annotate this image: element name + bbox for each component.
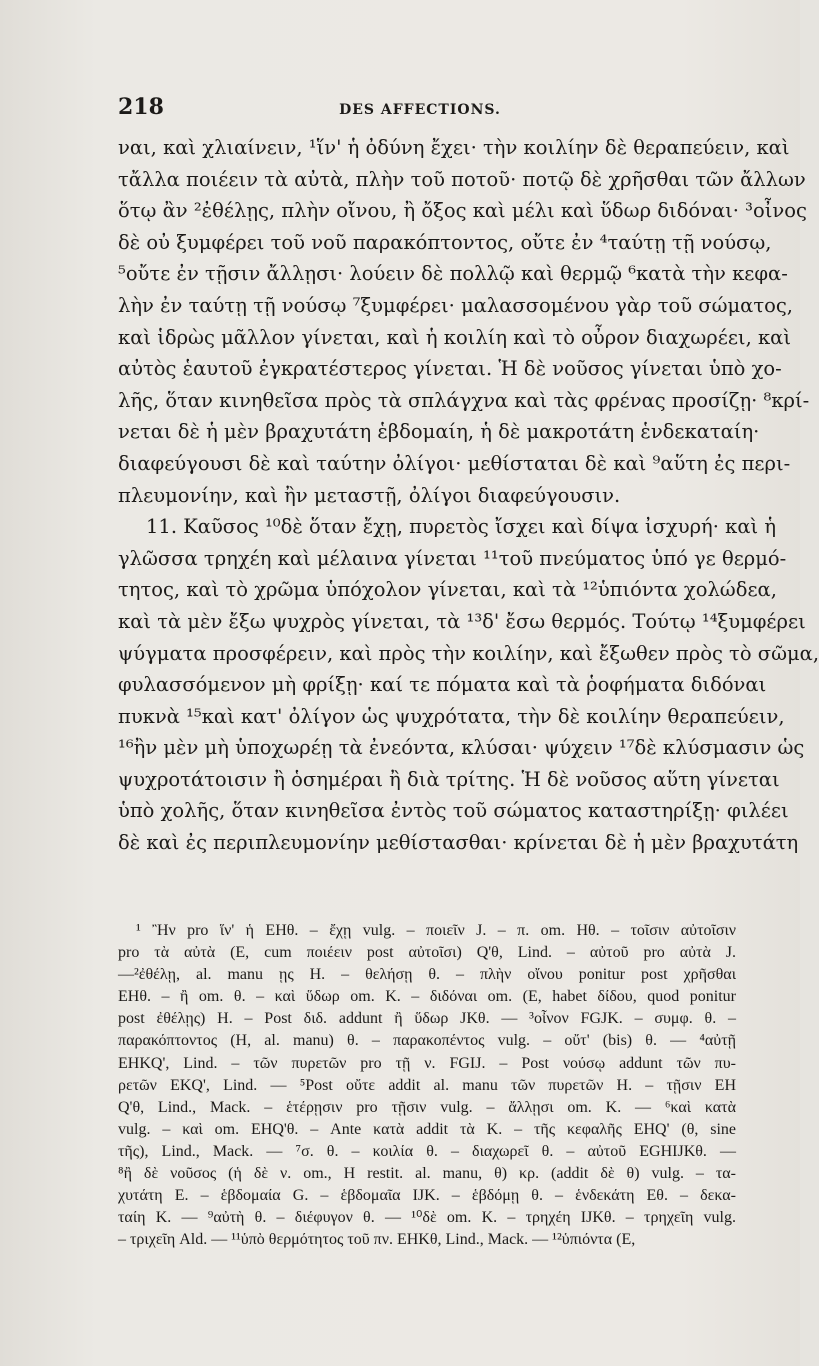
- main-text: [118, 132, 819, 859]
- section-11-start: 11. Καῦσος ¹⁰δὲ ὅταν ἔχῃ, πυρετὸς ἴσχει καὶ δίψα ἰσχυρή· καὶ ἡ: [146, 515, 777, 539]
- footnotes: [118, 920, 736, 1251]
- running-head: DES AFFECTIONS.: [339, 102, 501, 118]
- text-line: αὐτὸς ἑαυτοῦ ἐγκρατέστερος γίνεται. Ἡ δὲ νοῦσος γίνεται ὑπὸ χο-: [118, 357, 782, 381]
- footnote-line: pro τὰ αὐτὰ (E, cum ποιέειν post αὐτοῖσι) Q'θ, Lind. – αὐτοῦ pro αὐτὰ J.: [118, 944, 736, 962]
- text-line: διαφεύγουσι δὲ καὶ ταύτην ὀλίγοι· μεθίσταται δὲ καὶ ⁹αὕτη ἐς περι-: [118, 451, 791, 475]
- text-line: καὶ ἱδρὼς μᾶλλον γίνεται, καὶ ἡ κοιλίη καὶ τὸ οὖρον διαχωρέει, καὶ: [118, 325, 791, 349]
- text-line: τητος, καὶ τὸ χρῶμα ὑπόχολον γίνεται, καὶ τὰ ¹²ὑπιόντα χολώδεα,: [118, 578, 777, 602]
- footnote-line: EHθ. – ἢ om. θ. – καὶ ὕδωρ om. K. – διδόναι om. (E, habet δίδου, quod ponitur: [118, 988, 736, 1006]
- footnote-line: – τριχεῖη Ald. — ¹¹ὑπὸ θερμότητος τοῦ πν. EHKθ, Lind., Mack. — ¹²ὑπιόντα (E,: [118, 1231, 636, 1249]
- footnote-line: ¹ Ἢν pro ἵν' ἡ EHθ. – ἔχῃ vulg. – ποιεῖν J. – π. om. Hθ. – τοῖσιν αὐτοῖσιν: [136, 922, 736, 939]
- page-header: [118, 94, 736, 128]
- page-number: 218: [118, 94, 164, 120]
- footnote-line: post ἐθέλῃς) H. – Post διδ. addunt ἢ ὕδωρ JKθ. — ³οἶνον FGJK. – συμφ. θ. –: [118, 1010, 736, 1028]
- footnote-line: —²ἐθέλῃ, al. manu ῃς H. – θελήσῃ θ. – πλὴν οἴνου ponitur post χρῆσθαι: [118, 966, 736, 984]
- footnote-line: Q'θ, Lind., Mack. – ἑτέρῃσιν pro τῇσιν vulg. – ἄλλῃσι om. K. — ⁶καὶ κατὰ: [118, 1098, 736, 1116]
- text-line: νεται δὲ ἡ μὲν βραχυτάτη ἑβδομαίη, ἡ δὲ μακροτάτη ἑνδεκαταίη·: [118, 420, 760, 444]
- footnote-line: ρετῶν EKQ', Lind. — ⁵Post οὔτε addit al. manu τῶν πυρετῶν H. – τῇσιν EH: [118, 1076, 736, 1094]
- text-line: ὅτῳ ἂν ²ἐθέλῃς, πλὴν οἴνου, ἢ ὄξος καὶ μέλι καὶ ὕδωρ διδόναι· ³οἶνος: [118, 199, 807, 223]
- text-line: φυλασσόμενον μὴ φρίξῃ· καί τε πόματα καὶ τὰ ῥοφήματα διδόναι: [118, 673, 767, 697]
- footnote-line: τῆς), Lind., Mack. — ⁷σ. θ. – κοιλία θ. – διαχωρεῖ θ. – αὐτοῦ EGHIJKθ. —: [118, 1142, 736, 1160]
- text-line: ψύγματα προσφέρειν, καὶ πρὸς τὴν κοιλίην, καὶ ἔξωθεν πρὸς τὸ σῶμα,: [118, 641, 819, 665]
- footnote-line: παρακόπτοντος (H, al. manu) θ. – παρακοπέντος vulg. – οὔτ' (bis) θ. — ⁴αὐτῇ: [118, 1032, 736, 1050]
- text-line: δὲ καὶ ἐς περιπλευμονίην μεθίστασθαι· κρίνεται δὲ ἡ μὲν βραχυτάτη: [118, 831, 799, 855]
- text-line: λῆς, ὅταν κινηθεῖσα πρὸς τὰ σπλάγχνα καὶ τὰς φρένας προσίζῃ· ⁸κρί-: [118, 388, 810, 412]
- text-line: ⁵οὔτε ἐν τῇσιν ἄλλῃσι· λούειν δὲ πολλῷ καὶ θερμῷ ⁶κατὰ τὴν κεφα-: [118, 262, 788, 286]
- footnote-line: χυτάτη E. – ἑβδομαία G. – ἑβδομαῖα IJK. – ἑβδόμῃ θ. – ἑνδεκάτη Eθ. – δεκα-: [118, 1187, 736, 1205]
- text-line: πυκνὰ ¹⁵καὶ κατ' ὀλίγον ὡς ψυχρότατα, τὴν δὲ κοιλίην θεραπεύειν,: [118, 704, 785, 728]
- footnote-line: vulg. – καὶ om. EHQ'θ. – Ante κατὰ addit τὰ K. – τῆς κεφαλῆς EHQ' (θ, sine: [118, 1120, 736, 1138]
- text-line: τἄλλα ποιέειν τὰ αὐτὰ, πλὴν τοῦ ποτοῦ· ποτῷ δὲ χρῆσθαι τῶν ἄλλων: [118, 167, 806, 191]
- text-line: ¹⁶ἢν μὲν μὴ ὑποχωρέῃ τὰ ἐνεόντα, κλύσαι· ψύχειν ¹⁷δὲ κλύσμασιν ὡς: [118, 736, 805, 760]
- text-line: γλῶσσα τρηχέη καὶ μέλαινα γίνεται ¹¹τοῦ πνεύματος ὑπό γε θερμό-: [118, 546, 787, 570]
- text-line: καὶ τὰ μὲν ἔξω ψυχρὸς γίνεται, τὰ ¹³δ' ἔσω θερμός. Τούτῳ ¹⁴ξυμφέρει: [118, 609, 806, 633]
- text-line: πλευμονίην, καὶ ἢν μεταστῇ, ὀλίγοι διαφεύγουσιν.: [118, 483, 621, 507]
- text-line: ναι, καὶ χλιαίνειν, ¹ἵν' ἡ ὀδύνη ἔχει· τὴν κοιλίην δὲ θεραπεύειν, καὶ: [118, 136, 790, 159]
- footnote-line: ⁸ἢ δὲ νοῦσος (ἡ δὲ ν. om., H restit. al. manu, θ) κρ. (addit δὲ θ) vulg. – τα-: [118, 1165, 736, 1183]
- text-line: ψυχροτάτοισιν ἢ ὁσημέραι ἢ διὰ τρίτης. Ἡ δὲ νοῦσος αὕτη γίνεται: [118, 767, 780, 791]
- text-line: ὑπὸ χολῆς, ὅταν κινηθεῖσα ἐντὸς τοῦ σώματος καταστηρίξῃ· φιλέει: [118, 799, 789, 823]
- text-line: λὴν ἐν ταύτῃ τῇ νούσῳ ⁷ξυμφέρει· μαλασσομένου γὰρ τοῦ σώματος,: [118, 293, 793, 317]
- footnote-line: EHKQ', Lind. – τῶν πυρετῶν pro τῇ ν. FGIJ. – Post νούσῳ addunt τῶν πυ-: [118, 1054, 736, 1072]
- text-line: δὲ οὐ ξυμφέρει τοῦ νοῦ παρακόπτοντος, οὔτε ἐν ⁴ταύτῃ τῇ νούσῳ,: [118, 230, 772, 254]
- footnote-line: ταίη K. — ⁹αὐτὴ θ. – διέφυγον θ. — ¹⁰δὲ om. K. – τρηχέη IJKθ. – τρηχεῖη vulg.: [118, 1209, 736, 1227]
